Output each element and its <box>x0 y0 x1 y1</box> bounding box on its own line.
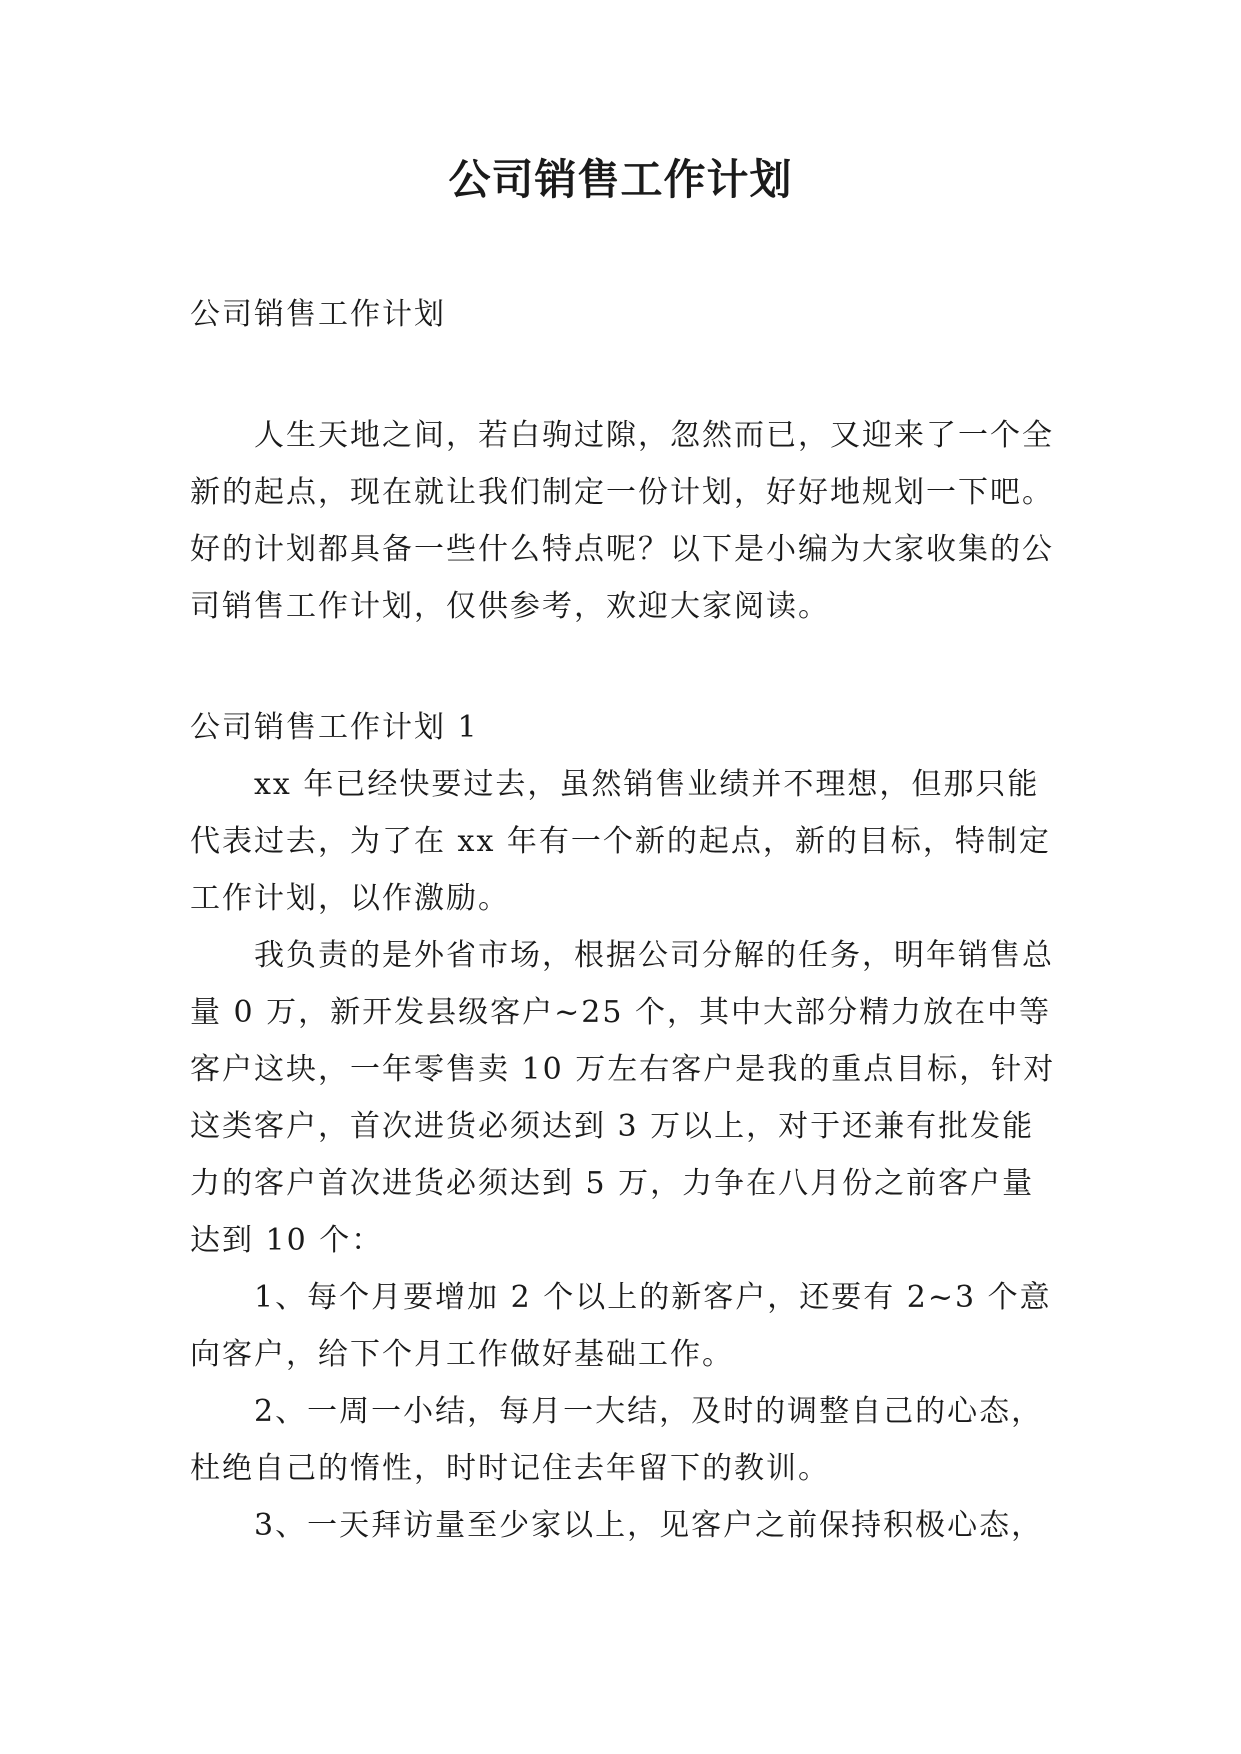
document-subtitle: 公司销售工作计划 <box>190 297 446 332</box>
body-paragraph: 我负责的是外省市场，根据公司分解的任务，明年销售总量 0 万，新开发县级客户~25 个，其中大部分精力放在中等客户这块，一年零售卖 10 万左右客户是我的重点目标，针对这类客户，首次进货必须达到 3 万以上，对于还兼有批发能力的客户首次进货必须达到 5 万，力争在八月份之前客户量达到 10 个： <box>190 938 1056 1258</box>
list-item-1: 1、每个月要增加 2 个以上的新客户，还要有 2~3 个意向客户，给下个月工作做好基础工作。 <box>190 1280 1052 1372</box>
list-item-2: 2、一周一小结，每月一大结，及时的调整自己的心态，杜绝自己的惰性，时时记住去年留下的教训。 <box>190 1394 1044 1486</box>
intro-paragraph: 人生天地之间，若白驹过隙，忽然而已，又迎来了一个全新的起点，现在就让我们制定一份计划，好好地规划一下吧。好的计划都具备一些什么特点呢？以下是小编为大家收集的公司销售工作计划，仅供参考，欢迎大家阅读。 <box>190 418 1054 624</box>
section-heading: 公司销售工作计划 1 <box>190 710 479 745</box>
document-body <box>190 286 1058 1554</box>
list-item-3: 3、一天拜访量至少家以上，见客户之前保持积极心态， <box>254 1508 1044 1543</box>
document-title: 公司销售工作计划 <box>448 155 793 204</box>
body-paragraph: xx 年已经快要过去，虽然销售业绩并不理想，但那只能代表过去，为了在 xx 年有一个新的起点，新的目标，特制定工作计划，以作激励。 <box>190 767 1051 916</box>
